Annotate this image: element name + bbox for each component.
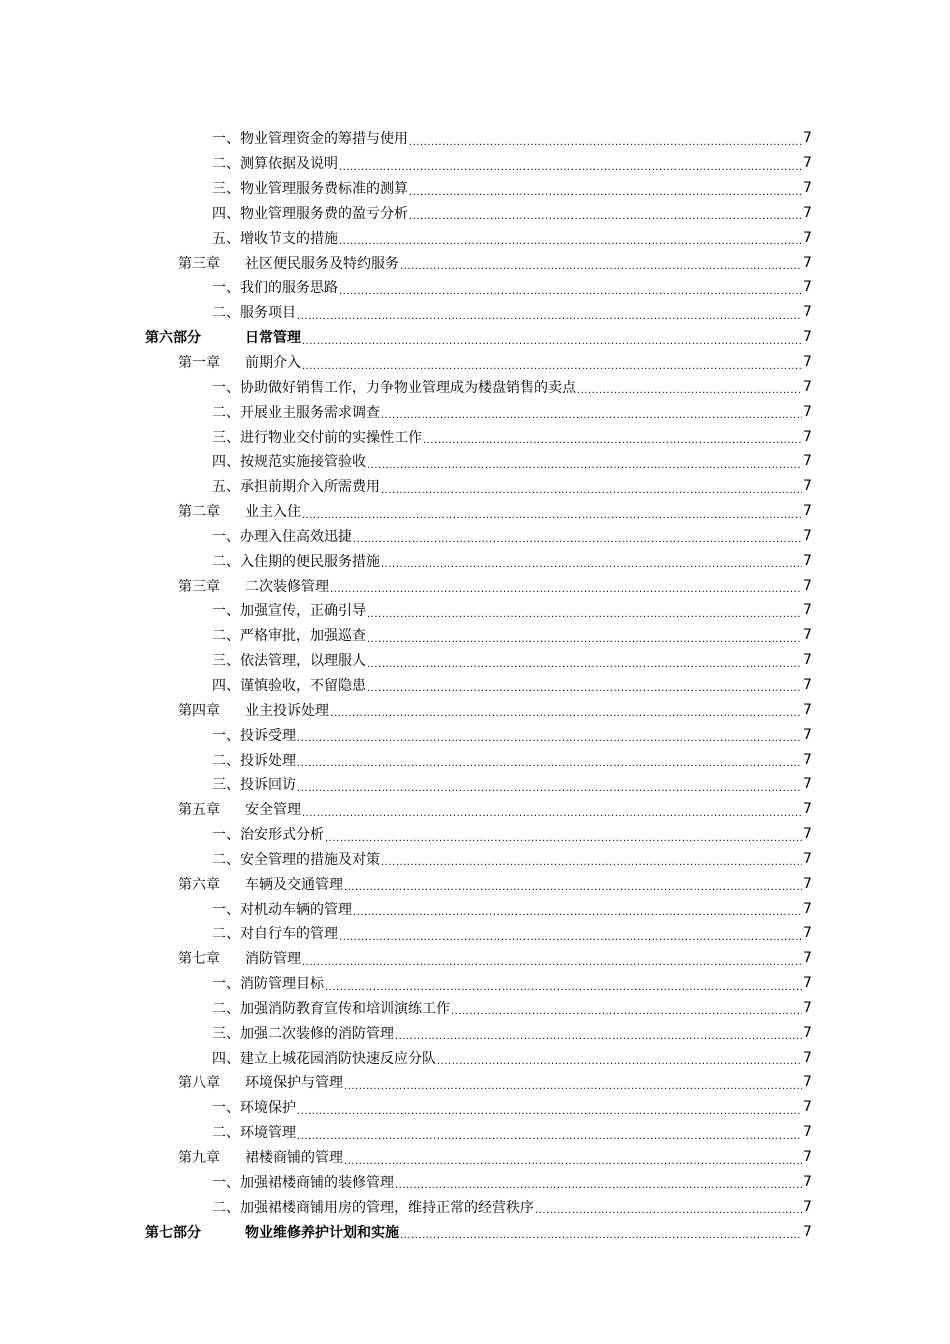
toc-entry-label [0,551,380,571]
toc-entry-title: 环境保护与管理 [245,1075,343,1092]
toc-entry-chapter[interactable] [0,350,950,375]
toc-entry-number: 第二章 [178,504,220,521]
toc-entry-section[interactable] [0,201,950,226]
toc-entry-number: 第九章 [178,1150,220,1167]
toc-entry-label [0,476,380,496]
toc-entry-section[interactable] [0,1120,950,1145]
toc-entry-title: 承担前期介入所需费用 [240,479,380,496]
toc-entry-title: 安全管理 [245,802,301,819]
dot-leader [367,460,802,471]
toc-page-number: 7 [803,428,812,445]
dot-leader [381,410,802,421]
toc-entry-section[interactable] [0,648,950,673]
toc-entry-title: 环境管理 [240,1125,296,1142]
dot-leader [339,162,802,173]
toc-entry-label [0,1122,296,1142]
toc-entry-number: 一、 [212,1174,240,1191]
toc-entry-label [0,625,366,645]
toc-entry-number: 一、 [212,379,240,396]
toc-entry-label [0,377,576,397]
toc-entry-chapter[interactable] [0,697,950,722]
toc-entry-section[interactable] [0,151,950,176]
toc-entry-number: 第七章 [178,951,220,968]
toc-entry-section[interactable] [0,474,950,499]
toc-entry-number: 一、 [212,976,240,993]
toc-entry-label [0,1048,436,1068]
toc-page-number: 7 [803,875,812,892]
toc-page-number: 7 [803,1198,812,1215]
toc-entry-title: 谨慎验收，不留隐患 [240,677,366,694]
dot-leader [344,882,802,893]
toc-entry-number: 一、 [212,727,240,744]
toc-entry-number: 二、 [212,628,240,645]
toc-entry-label [0,501,301,521]
toc-page-number: 7 [803,999,812,1016]
toc-page-number: 7 [803,577,812,594]
toc-entry-section[interactable] [0,971,950,996]
toc-page-number: 7 [803,403,812,420]
dot-leader [325,982,802,993]
toc-entry-number: 二、 [212,1199,240,1216]
toc-page-number: 7 [803,503,812,520]
toc-entry-number: 二、 [212,305,240,322]
toc-page-number: 7 [803,204,812,221]
toc-entry-label [0,1222,399,1242]
toc-entry-label [0,774,296,794]
toc-entry-title: 增收节支的措施 [240,230,338,247]
toc-entry-section[interactable] [0,1169,950,1194]
toc-entry-number: 一、 [212,528,240,545]
dot-leader [353,534,802,545]
toc-entry-label [0,352,301,372]
toc-entry-number: 四、 [212,677,240,694]
toc-entry-number: 第三章 [178,255,220,272]
toc-entry-label [0,973,324,993]
toc-entry-label [0,998,450,1018]
toc-entry-section[interactable] [0,1095,950,1120]
dot-leader [297,733,802,744]
toc-entry-section[interactable] [0,896,950,921]
toc-page-number: 7 [803,1223,812,1240]
table-of-contents [0,126,950,1244]
toc-page-number: 7 [803,900,812,917]
toc-entry-title: 投诉回访 [240,777,296,794]
toc-entry-label [0,824,324,844]
toc-page-number: 7 [803,329,812,346]
toc-entry-number: 二、 [212,404,240,421]
dot-leader [353,907,802,918]
toc-page-number: 7 [803,826,812,843]
toc-entry-label [0,1147,343,1167]
toc-page-number: 7 [803,1124,812,1141]
toc-entry-label [0,277,338,297]
toc-entry-label [0,1023,394,1043]
toc-entry-label [0,153,338,173]
toc-entry-title: 日常管理 [245,330,301,347]
dot-leader [297,783,802,794]
toc-page-number: 7 [803,304,812,321]
toc-entry-label [0,750,296,770]
toc-entry-title: 物业管理资金的筹措与使用 [240,131,408,148]
toc-entry-number: 二、 [212,851,240,868]
toc-entry-section[interactable] [0,822,950,847]
dot-leader [297,1131,802,1142]
toc-page-number: 7 [803,478,812,495]
toc-page-number: 7 [803,254,812,271]
toc-entry-title: 办理入住高效迅捷 [240,528,352,545]
toc-page-number: 7 [803,453,812,470]
toc-entry-number: 第七部分 [145,1224,201,1241]
toc-entry-number: 五、 [212,479,240,496]
toc-entry-title: 入住期的便民服务措施 [240,553,380,570]
toc-entry-section[interactable] [0,623,950,648]
toc-entry-title: 开展业主服务需求调查 [240,404,380,421]
toc-entry-number: 一、 [212,131,240,148]
toc-entry-chapter[interactable] [0,1070,950,1095]
dot-leader [381,485,802,496]
toc-page-number: 7 [803,527,812,544]
toc-entry-number: 五、 [212,230,240,247]
toc-entry-title: 物业维修养护计划和实施 [245,1224,399,1241]
toc-entry-label [0,923,338,943]
toc-entry-label [0,1197,534,1217]
toc-entry-section[interactable] [0,996,950,1021]
toc-entry-section[interactable] [0,772,950,797]
toc-entry-title: 业主投诉处理 [245,702,329,719]
toc-entry-title: 建立上城花园消防快速反应分队 [240,1050,436,1067]
toc-entry-title: 物业管理服务费标准的测算 [240,181,408,198]
dot-leader [344,1156,802,1167]
toc-entry-section[interactable] [0,1194,950,1219]
toc-entry-number: 四、 [212,1050,240,1067]
toc-page-number: 7 [803,751,812,768]
toc-page-number: 7 [803,676,812,693]
toc-entry-title: 裙楼商铺的管理 [245,1150,343,1167]
toc-page-number: 7 [803,1149,812,1166]
toc-entry-number: 一、 [212,280,240,297]
toc-entry-number: 二、 [212,1000,240,1017]
toc-entry-title: 消防管理目标 [240,976,324,993]
toc-entry-part[interactable] [0,1219,950,1244]
toc-entry-number: 四、 [212,205,240,222]
toc-entry-label [0,600,366,620]
toc-entry-number: 第四章 [178,702,220,719]
toc-entry-number: 第一章 [178,355,220,372]
toc-entry-section[interactable] [0,275,950,300]
dot-leader [577,385,802,396]
toc-entry-label [0,849,380,869]
dot-leader [325,833,802,844]
toc-entry-label [0,203,408,223]
toc-page-number: 7 [803,850,812,867]
toc-entry-number: 第六部分 [145,330,201,347]
toc-entry-title: 业主入住 [245,504,301,521]
toc-entry-section[interactable] [0,449,950,474]
toc-entry-number: 二、 [212,1125,240,1142]
toc-entry-label [0,128,408,148]
dot-leader [297,1106,802,1117]
toc-entry-section[interactable] [0,722,950,747]
toc-page-number: 7 [803,279,812,296]
toc-entry-section[interactable] [0,1045,950,1070]
toc-entry-title: 消防管理 [245,951,301,968]
toc-entry-number: 二、 [212,926,240,943]
toc-entry-title: 加强消防教育宣传和培训演练工作 [240,1000,450,1017]
toc-entry-title: 环境保护 [240,1100,296,1117]
dot-leader [339,286,802,297]
toc-entry-label [0,526,352,546]
dot-leader [297,758,802,769]
toc-entry-label [0,402,380,422]
toc-entry-number: 一、 [212,603,240,620]
toc-entry-title: 加强裙楼商铺的装修管理 [240,1174,394,1191]
toc-page-number: 7 [803,975,812,992]
toc-entry-label [0,228,338,248]
toc-entry-title: 协助做好销售工作，力争物业管理成为楼盘销售的卖点 [240,379,576,396]
toc-entry-number: 第八章 [178,1075,220,1092]
toc-entry-title: 依法管理，以理服人 [240,653,366,670]
toc-entry-title: 测算依据及说明 [240,156,338,173]
toc-entry-title: 治安形式分析 [240,827,324,844]
dot-leader [400,1230,802,1241]
dot-leader [400,261,802,272]
toc-entry-number: 三、 [212,1025,240,1042]
toc-entry-label [0,725,296,745]
toc-entry-part[interactable] [0,325,950,350]
toc-entry-title: 物业管理服务费的盈亏分析 [240,205,408,222]
toc-entry-title: 车辆及交通管理 [245,876,343,893]
toc-entry-section[interactable] [0,225,950,250]
dot-leader [535,1205,802,1216]
dot-leader [437,1056,802,1067]
toc-page-number: 7 [803,1173,812,1190]
toc-entry-label [0,427,422,447]
toc-page-number: 7 [803,950,812,967]
toc-entry-section[interactable] [0,374,950,399]
dot-leader [423,435,802,446]
toc-entry-label [0,327,301,347]
toc-entry-title: 按规范实施接管验收 [240,454,366,471]
toc-entry-section[interactable] [0,300,950,325]
dot-leader [395,1180,802,1191]
toc-entry-title: 严格审批，加强巡查 [240,628,366,645]
toc-entry-section[interactable] [0,424,950,449]
toc-entry-number: 三、 [212,181,240,198]
dot-leader [367,659,802,670]
toc-entry-label [0,799,301,819]
toc-entry-section[interactable] [0,176,950,201]
toc-entry-number: 一、 [212,827,240,844]
toc-page-number: 7 [803,652,812,669]
toc-entry-label [0,576,329,596]
toc-entry-number: 二、 [212,752,240,769]
toc-entry-section[interactable] [0,747,950,772]
toc-entry-section[interactable] [0,846,950,871]
toc-entry-title: 加强二次装修的消防管理 [240,1025,394,1042]
toc-page-number: 7 [803,1049,812,1066]
toc-entry-title: 进行物业交付前的实操性工作 [240,429,422,446]
toc-entry-title: 投诉处理 [240,752,296,769]
toc-entry-label [0,1072,343,1092]
toc-entry-section[interactable] [0,548,950,573]
toc-entry-number: 三、 [212,429,240,446]
toc-page-number: 7 [803,552,812,569]
toc-entry-title: 社区便民服务及特约服务 [245,255,399,272]
toc-entry-title: 安全管理的措施及对策 [240,851,380,868]
toc-entry-number: 第三章 [178,578,220,595]
toc-page-number: 7 [803,776,812,793]
dot-leader [395,1031,802,1042]
toc-entry-label [0,899,352,919]
toc-page-number: 7 [803,378,812,395]
toc-entry-number: 第六章 [178,876,220,893]
toc-entry-section[interactable] [0,399,950,424]
toc-entry-title: 服务项目 [240,305,296,322]
dot-leader [409,211,802,222]
toc-entry-title: 加强宣传，正确引导 [240,603,366,620]
toc-entry-number: 三、 [212,653,240,670]
toc-entry-chapter[interactable] [0,871,950,896]
toc-entry-label [0,302,296,322]
toc-page-number: 7 [803,627,812,644]
dot-leader [409,137,802,148]
dot-leader [302,361,802,372]
toc-entry-label [0,948,301,968]
toc-entry-label [0,650,366,670]
dot-leader [344,1081,802,1092]
toc-entry-number: 第五章 [178,802,220,819]
toc-entry-title: 对自行车的管理 [240,926,338,943]
toc-page-number: 7 [803,1024,812,1041]
dot-leader [302,957,802,968]
toc-entry-number: 二、 [212,553,240,570]
dot-leader [330,708,802,719]
toc-entry-chapter[interactable] [0,573,950,598]
dot-leader [367,683,802,694]
dot-leader [367,634,802,645]
toc-entry-section[interactable] [0,126,950,151]
toc-entry-number: 三、 [212,777,240,794]
toc-entry-chapter[interactable] [0,499,950,524]
toc-entry-title: 前期介入 [245,355,301,372]
toc-page-number: 7 [803,925,812,942]
toc-entry-chapter[interactable] [0,250,950,275]
toc-entry-chapter[interactable] [0,946,950,971]
toc-entry-label [0,874,343,894]
toc-entry-number: 一、 [212,901,240,918]
toc-entry-section[interactable] [0,598,950,623]
toc-entry-label [0,700,329,720]
dot-leader [302,510,802,521]
dot-leader [367,609,802,620]
toc-page-number: 7 [803,354,812,371]
toc-entry-section[interactable] [0,921,950,946]
dot-leader [381,559,802,570]
toc-page-number: 7 [803,229,812,246]
dot-leader [409,187,802,198]
dot-leader [297,311,802,322]
toc-entry-label [0,1097,296,1117]
toc-page-number: 7 [803,155,812,172]
toc-page-number: 7 [803,1099,812,1116]
toc-page-number: 7 [803,726,812,743]
toc-entry-label [0,1172,394,1192]
toc-entry-label [0,451,366,471]
dot-leader [339,236,802,247]
toc-page-number: 7 [803,701,812,718]
toc-entry-title: 对机动车辆的管理 [240,901,352,918]
toc-entry-section[interactable] [0,524,950,549]
toc-entry-chapter[interactable] [0,797,950,822]
toc-page-number: 7 [803,801,812,818]
dot-leader [381,857,802,868]
dot-leader [302,336,802,347]
toc-page-number: 7 [803,130,812,147]
toc-page-number: 7 [803,180,812,197]
toc-page-number: 7 [803,602,812,619]
toc-entry-title: 二次装修管理 [245,578,329,595]
toc-entry-section[interactable] [0,673,950,698]
toc-entry-chapter[interactable] [0,1145,950,1170]
dot-leader [339,932,802,943]
toc-entry-label [0,253,399,273]
toc-entry-number: 一、 [212,1100,240,1117]
toc-page-number: 7 [803,1074,812,1091]
toc-entry-number: 四、 [212,454,240,471]
toc-entry-section[interactable] [0,1020,950,1045]
toc-entry-number: 二、 [212,156,240,173]
toc-entry-label [0,675,366,695]
dot-leader [330,584,802,595]
toc-entry-title: 加强裙楼商铺用房的管理，维持正常的经营秩序 [240,1199,534,1216]
dot-leader [302,808,802,819]
toc-entry-title: 投诉受理 [240,727,296,744]
toc-entry-title: 我们的服务思路 [240,280,338,297]
toc-entry-label [0,178,408,198]
dot-leader [451,1006,802,1017]
